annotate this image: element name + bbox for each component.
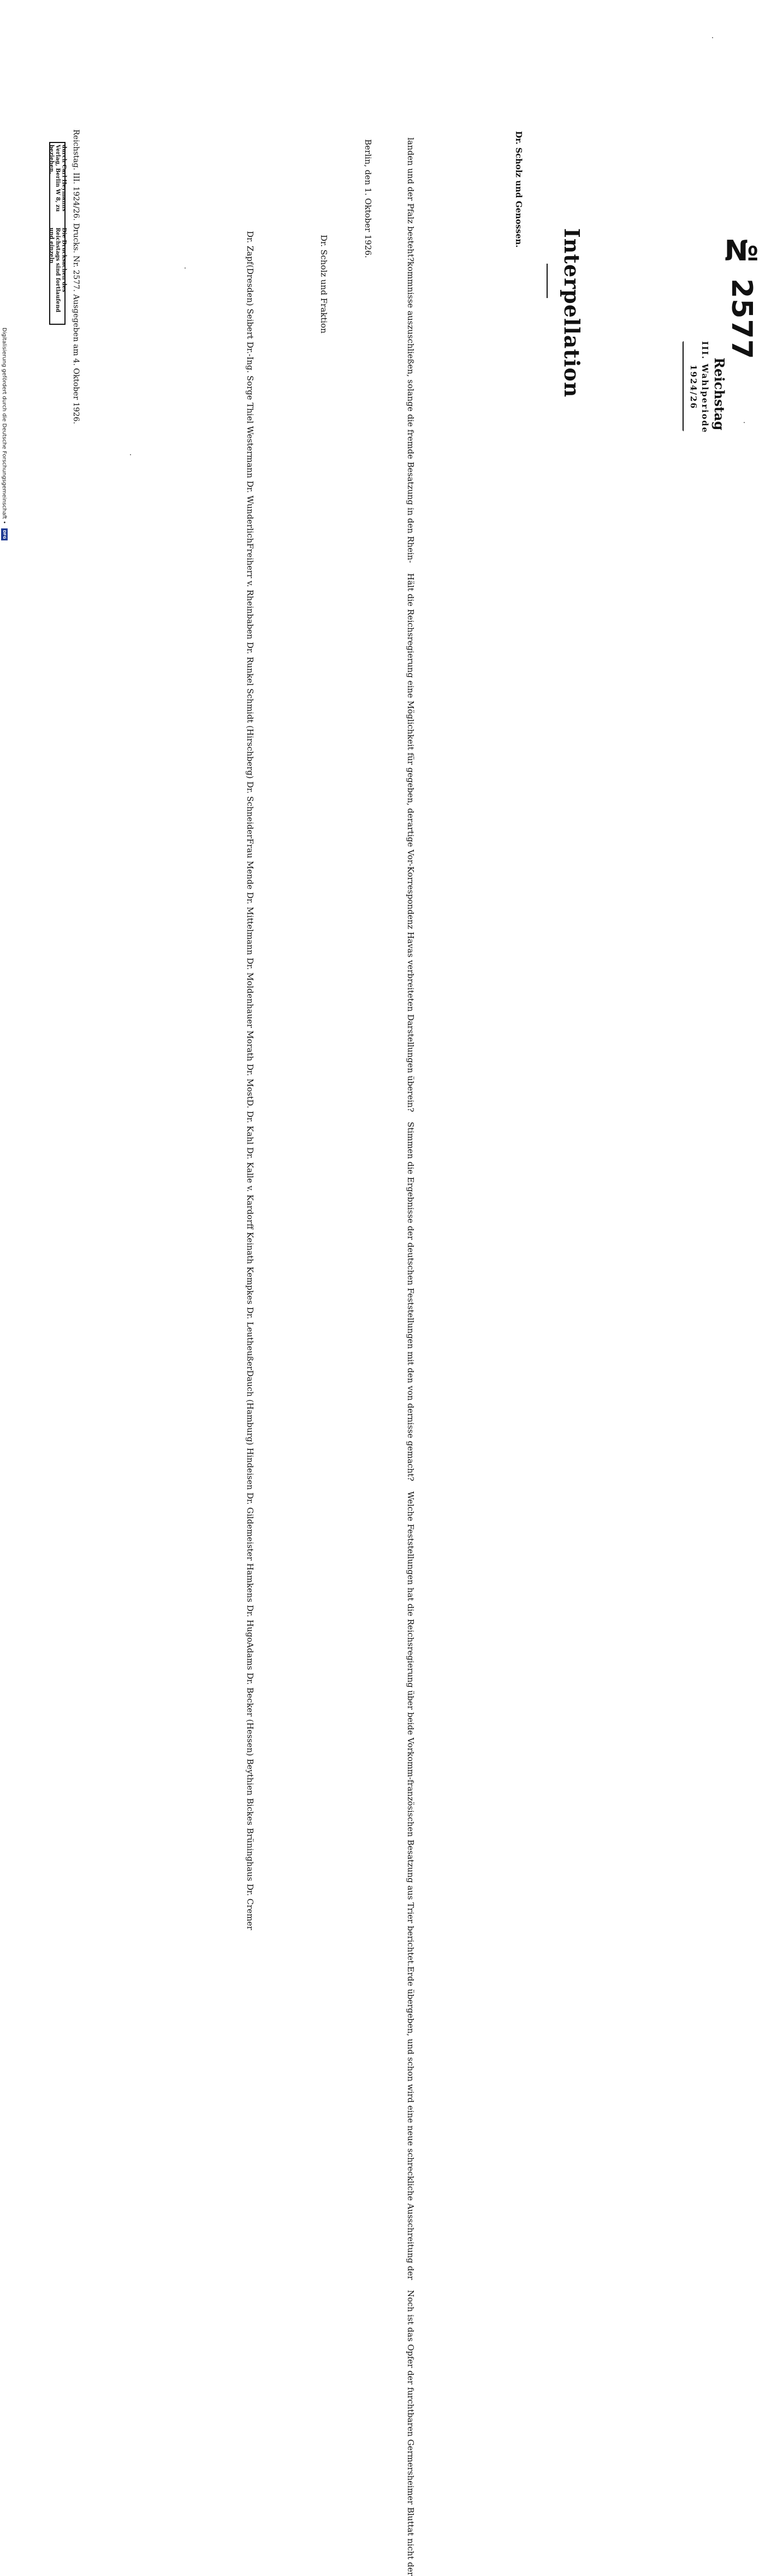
body-line: Stimmen die Ergebnisse der deutschen Feststellungen mit den von der bbox=[406, 1122, 416, 1418]
body-line: Erde übergeben, und schon wird eine neue schreckliche Ausschreitung der bbox=[406, 1966, 416, 2280]
header-brace bbox=[683, 341, 685, 431]
signers-line: D. Dr. Kahl Dr. Kalle v. Kardorff Keinath Kempkes Dr. Leutheußer bbox=[245, 1099, 255, 1370]
distribution-notice bbox=[49, 142, 66, 325]
footer-line: Reichstag. III. 1924/26. Drucks. Nr. 2577. Ausgegeben am 4. Oktober 1926. bbox=[72, 129, 80, 424]
notice-line: durch Carl Heymanns Verlag, Berlin W 8, zu beziehen. bbox=[48, 145, 67, 212]
years-label: 1924/26 bbox=[689, 365, 698, 410]
scan-speck bbox=[744, 422, 745, 423]
reichstag-label: Reichstag bbox=[711, 358, 727, 431]
body-line: kommnisse auszuschließen, solange die fremde Besatzung in den Rhein- bbox=[406, 261, 416, 563]
scan-speck bbox=[130, 454, 131, 455]
authors-line: Dr. Scholz und Genossen. bbox=[514, 131, 524, 248]
period-label: III. Wahlperiode bbox=[700, 341, 710, 434]
signature-head: Dr. Scholz und Fraktion bbox=[319, 235, 329, 334]
signers-line: Adams Dr. Becker (Hessen) Beythien Bickes Brüninghaus Dr. Cremer bbox=[245, 1642, 255, 1930]
document-number: № 2577 bbox=[725, 235, 758, 360]
scan-speck bbox=[712, 37, 713, 38]
scan-speck bbox=[185, 267, 186, 269]
signers-line: Dauch (Hamburg) Hindeisen Dr. Gildemeister Hamkens Dr. Hugo bbox=[245, 1370, 255, 1643]
signers-line: Freiherr v. Rheinbaben Dr. Runkel Schmidt (Hirschberg) Dr. Schneider bbox=[245, 543, 255, 838]
body-line: Hält die Reichsregierung eine Möglichkeit für gegeben, derartige Vor- bbox=[406, 573, 416, 866]
interpellation-body bbox=[403, 138, 414, 2576]
signers-line: Frau Mende Dr. Mittelmann Dr. Moldenhauer Morath Dr. Most bbox=[245, 838, 255, 1099]
body-line: Korrespondenz Havas verbreiteten Darstellungen überein? bbox=[406, 866, 416, 1113]
dfg-logo: DFG bbox=[1, 528, 8, 540]
body-line: Noch ist das Opfer der furchtbaren Germersheimer Bluttat nicht der bbox=[406, 2289, 416, 2576]
notice-line: Die Drucksachen des Reichstags sind fortlaufend und einzeln bbox=[48, 228, 67, 313]
body-line: nisse gemacht? bbox=[406, 1417, 416, 1482]
signers-line: (Dresden) Seibert Dr.-Ing. Sorge Thiel Westermann Dr. Wunderlich bbox=[245, 264, 255, 543]
date-line: Berlin, den 1. Oktober 1926. bbox=[363, 139, 373, 258]
body-line: Welche Feststellungen hat die Reichsregierung über beide Vorkomm- bbox=[406, 1491, 416, 1780]
signers-list bbox=[243, 130, 255, 1930]
document-title: Interpellation bbox=[560, 228, 584, 398]
title-rule bbox=[547, 264, 548, 298]
signers-line: Dr. Zapf bbox=[245, 231, 255, 265]
funding-note: Digitalisierung gefördert durch die Deutsche Forschungsgemeinschaft • bbox=[1, 328, 7, 524]
body-line: französischen Besatzung aus Trier berichtet. bbox=[406, 1779, 416, 1967]
body-line: landen und der Pfalz besteht? bbox=[406, 138, 416, 262]
